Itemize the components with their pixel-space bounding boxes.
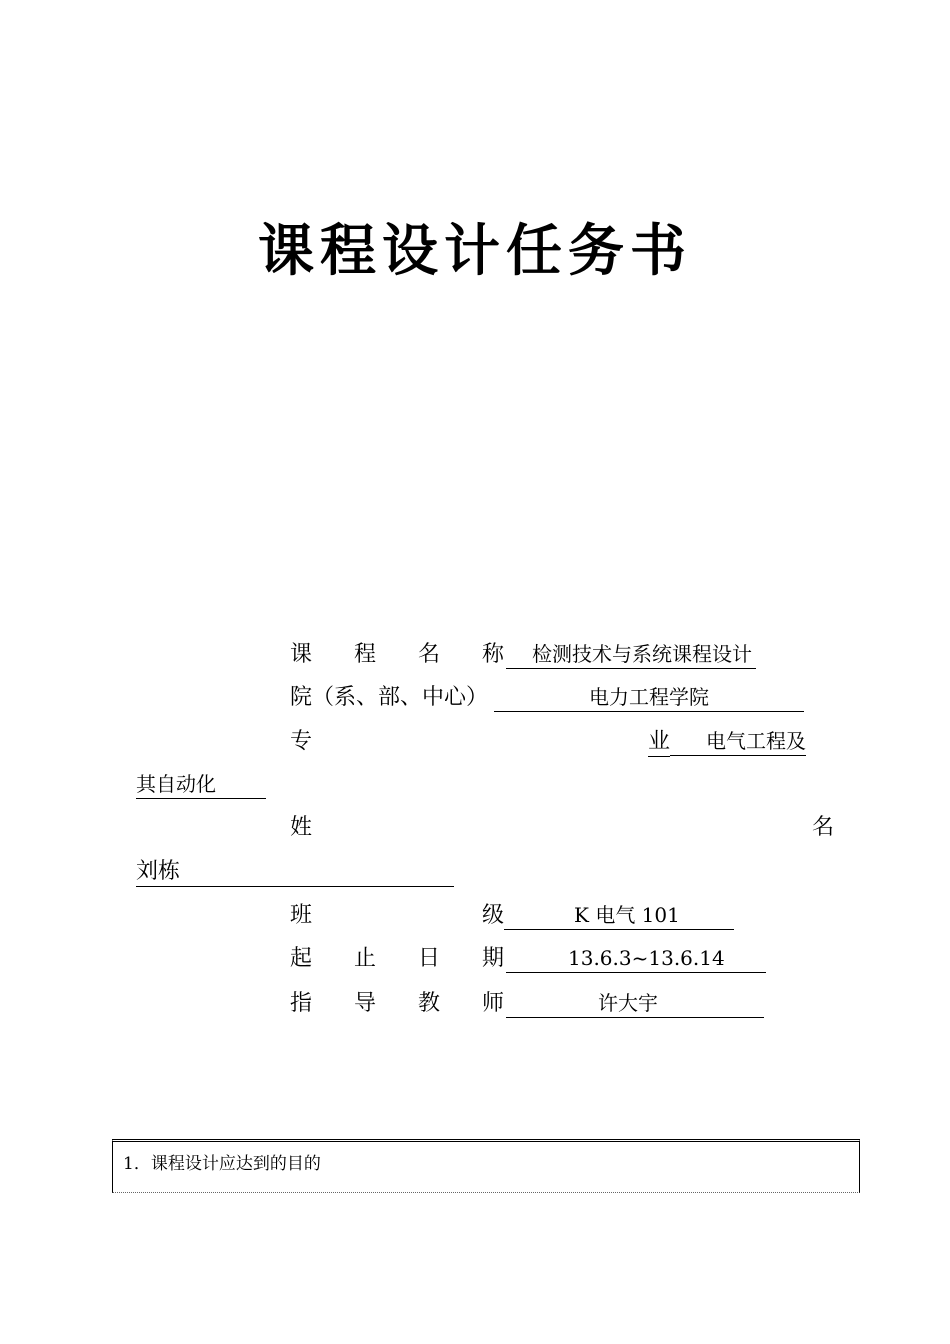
name-value: 刘栋 bbox=[136, 858, 454, 887]
name-label-end: 名 bbox=[812, 815, 835, 840]
name-label-start: 姓 bbox=[290, 815, 313, 840]
course-name-value: 检测技术与系统课程设计 bbox=[506, 640, 756, 669]
class-row bbox=[290, 901, 734, 931]
major-label-end: 业 bbox=[648, 728, 670, 757]
page-title: 课程设计任务书 bbox=[258, 219, 692, 284]
major-value-line1: 电气工程及 bbox=[670, 727, 806, 756]
major-value-wrap bbox=[136, 770, 266, 800]
major-label-start: 专 bbox=[290, 729, 313, 754]
major-row bbox=[290, 727, 312, 757]
class-label-start: 班 bbox=[290, 903, 313, 928]
advisor-label: 指 导 教 师 bbox=[290, 991, 505, 1016]
course-name-row bbox=[290, 640, 756, 670]
period-row bbox=[290, 944, 766, 974]
objective-heading: 1．课程设计应达到的目的 bbox=[123, 1154, 321, 1174]
class-label-end: 级 bbox=[482, 903, 505, 928]
name-label-end-wrap bbox=[812, 813, 834, 843]
class-value: K 电气 101 bbox=[504, 901, 734, 930]
period-label: 起 止 日 期 bbox=[290, 946, 505, 971]
advisor-value: 许大宇 bbox=[506, 989, 764, 1018]
name-value-wrap bbox=[136, 857, 454, 887]
college-label: 院（系、部、中心） bbox=[290, 685, 489, 710]
course-name-label: 课 程 名 称 bbox=[290, 642, 505, 667]
college-value: 电力工程学院 bbox=[494, 683, 804, 712]
objective-table bbox=[112, 1139, 860, 1193]
name-row bbox=[290, 813, 312, 843]
advisor-row bbox=[290, 989, 764, 1019]
period-value: 13.6.3~13.6.14 bbox=[506, 944, 766, 973]
major-value-line2: 其自动化 bbox=[136, 770, 266, 799]
college-row bbox=[290, 683, 804, 713]
major-value-row bbox=[648, 727, 806, 757]
